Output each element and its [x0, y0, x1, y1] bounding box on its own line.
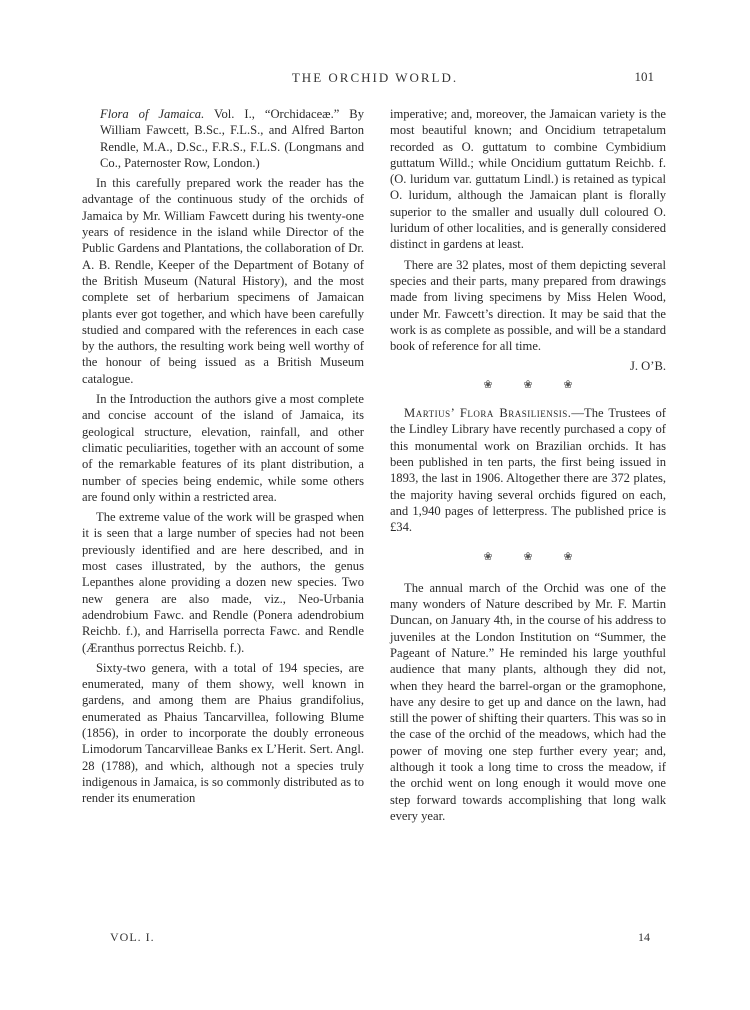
review-paragraph-2: In the Introduction the authors give a most complete and concise account of the island of Jamaica, its geological structure, elevation, rainfall, and other climatic peculiarities, together with an account of some of the remarkable features of its plant distribution, a number of species being endemic, while some others are found only within a restricted area. — [82, 392, 364, 504]
review-paragraph-1: In this carefully prepared work the reader has the advantage of the continuous study of the orchids of Jamaica by Mr. William Fawcett during his twenty-one years of residence in the island while Director of the Public Gardens and Plantations, the collaboration of Dr. A. B. Rendle, Keeper of the Department of Botany of the British Museum (Natural History), and the most complete set of herbarium specimens of Jamaican plants ever got together, and which have been carefully studied and compared with the references in each case by the authors, the resulting work being well worthy of the honour of being issued as a British Museum catalogue. — [82, 176, 364, 386]
review-paragraph-continued: imperative; and, moreover, the Jamaican variety is the most beautiful known; and Oncidium tetrapetalum recorded as O. guttatum to combine Cymbidium guttatum Willd.; while Oncidium guttatum Reichb. f. (O. luridum var. guttatum Lindl.) is retained as typical O. luridum, although the Jamaican plant is florally superior to the smaller and usually dull coloured O. luridum of other localities, and is generally considered distinct in gardens at least. — [390, 107, 666, 252]
volume-footer: VOL. I. — [110, 930, 155, 944]
review-paragraph-3: The extreme value of the work will be grasped when it is seen that a large number of species had not been previously identified and are here described, and in most cases illustrated, by the authors, the genus Lepanthes alone providing a dozen new species. Two new genera are also made, viz., Neo-Urbania adendrobium Fawc. and Rendle (Ponera adendrobium Reichb. f.), and Harrisella porrecta Fawc. and Rendle (Æranthus porrectus Reichb. f.). — [82, 510, 364, 655]
signature-mark: 14 — [638, 930, 650, 944]
citation-details: Vol. I., “Orchidaceæ.” By William Fawcett, B.Sc., F.L.S., and Alfred Barton Rendle, M.A., D.Sc., F.R.S., F.L.S. (Longmans and Co., Paternoster Row, London.) — [100, 107, 364, 170]
review-paragraph-plates: There are 32 plates, most of them depicting several species and their parts, many prepared from drawings made from living specimens by Miss Helen Wood, under Mr. Fawcett’s direction. It may be said that the work is as complete as possible, and will be a standard book of reference for all time. — [390, 257, 666, 354]
martius-heading: Martius’ Flora Brasiliensis. — [404, 406, 572, 421]
left-column — [82, 106, 364, 810]
section-divider-ornament: ❀ ❀ ❀ — [483, 378, 587, 391]
section-divider-ornament-2: ❀ ❀ ❀ — [483, 551, 587, 564]
citation-book-title: Flora of Jamaica. — [100, 107, 205, 121]
book-citation — [82, 106, 364, 171]
right-column — [390, 106, 666, 828]
page-number: 101 — [634, 69, 654, 84]
martius-paragraph — [390, 405, 666, 535]
running-header-title: THE ORCHID WORLD. — [291, 70, 459, 85]
review-signature: J. O’B. — [629, 359, 666, 374]
orchid-march-paragraph: The annual march of the Orchid was one of the many wonders of Nature described by Mr. F. Martin Duncan, on January 4th, in the course of his address to juveniles at the London Institution on “Summer, the Pageant of Nature.” He reminded his large youthful audience that many plants, although they did not, when they heard the barrel-organ or the gramophone, have any desire to get up and dance on the lawn, had still the power of shifting their quarters. This was so in the case of the orchid of the meadows, which had the power of moving one step further every year; and, although it took a long time to cross the meadow, if the orchid went on long enough it would move one step forward towards accomplishing that long walk every year. — [390, 580, 666, 823]
review-paragraph-4: Sixty-two genera, with a total of 194 species, are enumerated, many of them showy, well known in gardens, and among them are Phaius grandifolius, enumerated as Phaius Tancarvillea, following Blume (1856), in order to incorporate the doubly erroneous Limodorum Tancarvilleae Banks ex L’Herit. Sert. Angl. 28 (1788), and which, although not a species truly indigenous in Jamaica, is so commonly distributed as to render its enumeration — [82, 660, 364, 806]
martius-text: —The Trustees of the Lindley Library have recently purchased a copy of this monumental work on Brazilian orchids. It has been published in ten parts, the first being issued in 1893, the last in 1906. Altogether there are 372 plates, the majority having several orchids figured on each, and 1,940 pages of letterpress. The published price is £34. — [390, 406, 666, 535]
